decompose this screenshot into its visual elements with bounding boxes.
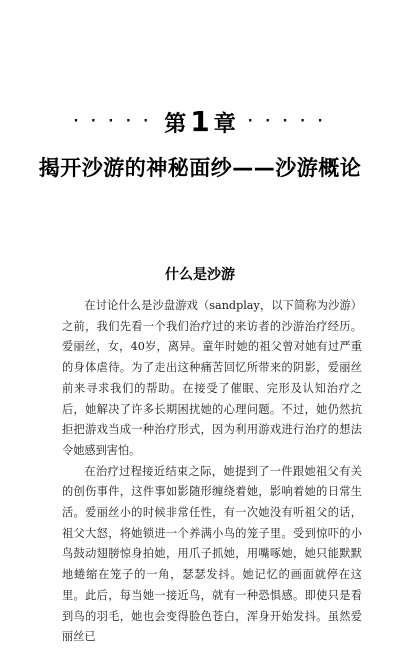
chapter-number-label — [164, 105, 236, 138]
chapter-suffix: 章 — [213, 111, 236, 137]
chapter-prefix: 第 — [164, 111, 187, 137]
chapter-title: 揭开沙游的神秘面纱——沙游概论 — [38, 156, 362, 180]
chapter-number: 1 — [190, 104, 210, 138]
decorative-dots-left: · · · · · — [73, 113, 153, 129]
decorative-dots-right: · · · · · — [247, 113, 327, 129]
section-title: 什么是沙游 — [165, 267, 235, 283]
body-text — [62, 296, 362, 648]
paragraph: 在治疗过程接近结束之际，她提到了一件跟她祖父有关的创伤事件，这件事如影随形缠绕着她，影响着她的日常生活。爱丽丝小的时候非常任性，有一次她没有听祖父的话，祖父大怒，将她锁进一个养满小鸟的笼子里。受到惊吓的小鸟鼓动翅膀惊身拍她，用爪子抓她，用嘴啄她，她只能默默地蜷缩在笼子的一角，瑟瑟发抖。她记忆的画面就停在这里。此后，每当她一接近鸟，就有一种恐惧感。即使只是看到鸟的羽毛，她也会变得脸色苍白，浑身开始发抖。虽然爱丽丝已 — [62, 464, 362, 644]
paragraph: 在讨论什么是沙盘游戏（sandplay，以下简称为沙游）之前，我们先看一个我们治疗过的来访者的沙游治疗经历。爱丽丝，女，40岁，离异。童年时她的祖父曾对她有过严重的身体虐待。为了走出这种痛苦回忆所带来的阴影，爱丽丝前来寻求我们的帮助。在接受了催眠、完形及认知治疗之后，她解决了许多长期困扰她的心理问题。不过，她仍然抗拒把游戏当成一种治疗形式，因为利用游戏进行治疗的想法令她感到害怕。 — [62, 299, 362, 457]
chapter-header — [0, 104, 400, 138]
